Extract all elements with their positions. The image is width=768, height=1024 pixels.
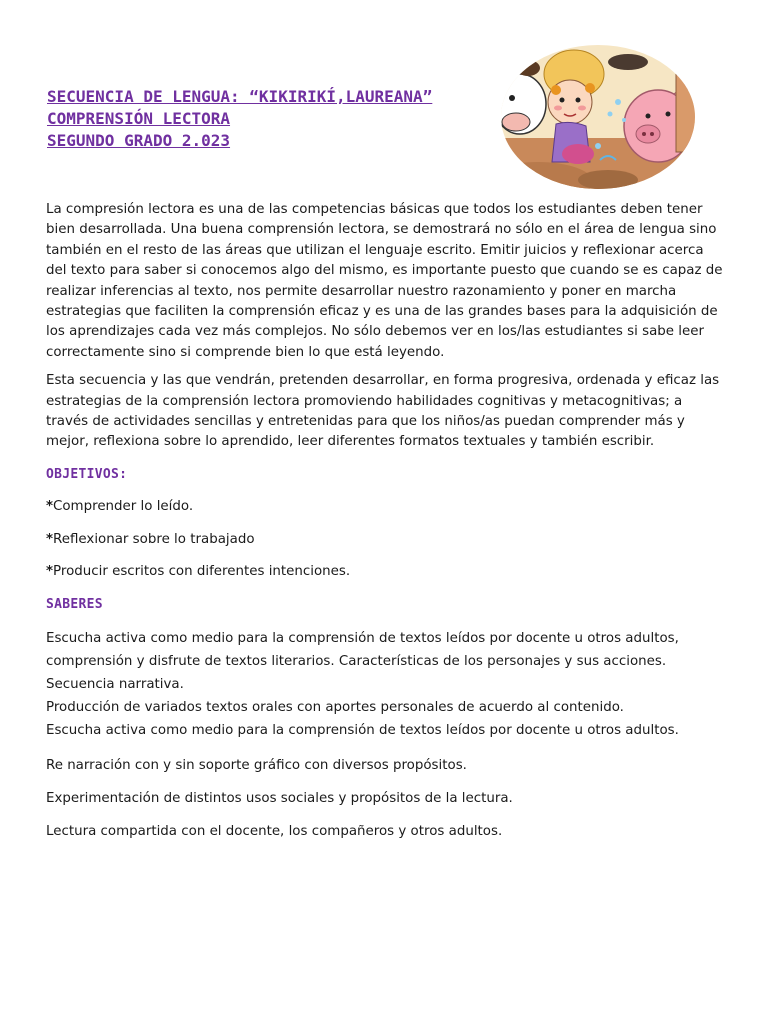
intro-paragraph-1: La compresión lectora es una de las competencias básicas que todos los estudiantes deben tener bien desarrollada. Una buena comprensión lectora, se demostrará no sólo en el área de lengua sino también en el resto de las áreas que utilizan el lenguaje escrito. Emitir juicios y reflexionar acerca del texto para saber si conocemos algo del mismo, es importante puesto que cuando se es capaz de realizar inferencias al texto, nos permite desarrollar nuestro razonamiento y poner en marcha estrategias que faciliten la comprensión eficaz y es una de las grandes bases para la adquisición de los aprendizajes cada vez más complejos. No sólo debemos ver en los/las estudiantes si sabe leer correctamente sino si comprende bien lo que está leyendo. <box>46 202 723 360</box>
objetivo-text: Producir escritos con diferentes intenciones. <box>53 564 351 580</box>
objetivo-text: Comprender lo leído. <box>53 499 194 515</box>
saber-item-6: Experimentación de distintos usos sociales y propósitos de la lectura. <box>46 790 513 806</box>
objetivo-text: Reflexionar sobre lo trabajado <box>53 531 255 547</box>
intro-paragraph-2: Esta secuencia y las que vendrán, pretenden desarrollar, en forma progresiva, ordenada y eficaz las estrategias de la comprensión lectora promoviendo habilidades cognitivas y metacognitivas; a través de actividades sencillas y entretenidas para que los niños/as puedan comprender más y mejor, reflexiona sobre lo aprendido, leer diferentes formatos textuales y también escribir. <box>46 373 720 450</box>
saber-item-3: Producción de variados textos orales con aportes personales de acuerdo al contenido. <box>46 699 624 715</box>
bullet-marker: * <box>46 499 54 515</box>
title-block <box>47 86 507 152</box>
saber-item-2: Secuencia narrativa. <box>46 676 184 692</box>
objetivos-heading: OBJETIVOS: <box>46 466 128 482</box>
objetivo-item-3 <box>46 562 726 582</box>
saber-item-5: Re narración con y sin soporte gráfico con diversos propósitos. <box>46 757 467 773</box>
title-line-3: SEGUNDO GRADO 2.023 <box>47 131 231 150</box>
saber-item-4: Escucha activa como medio para la comprensión de textos leídos por docente u otros adultos. <box>46 722 679 738</box>
title-line-2: COMPRENSIÓN LECTORA <box>47 109 231 128</box>
saber-item-7: Lectura compartida con el docente, los compañeros y otros adultos. <box>46 823 503 839</box>
saber-item-1: Escucha activa como medio para la comprensión de textos leídos por docente u otros adultos, comprensión y disfrute de textos literarios. Características de los personajes y sus acciones. <box>46 630 679 669</box>
document-body <box>46 200 726 843</box>
saberes-heading: SABERES <box>46 596 103 612</box>
chick-icon <box>669 47 683 61</box>
children-story-illustration <box>498 42 698 192</box>
bullet-marker: * <box>46 531 54 547</box>
bullet-marker: * <box>46 564 54 580</box>
title-line-1: SECUENCIA DE LENGUA: “KIKIRIKÍ,LAUREANA” <box>47 87 433 106</box>
objetivo-item-2 <box>46 530 726 550</box>
objetivo-item-1 <box>46 497 726 517</box>
